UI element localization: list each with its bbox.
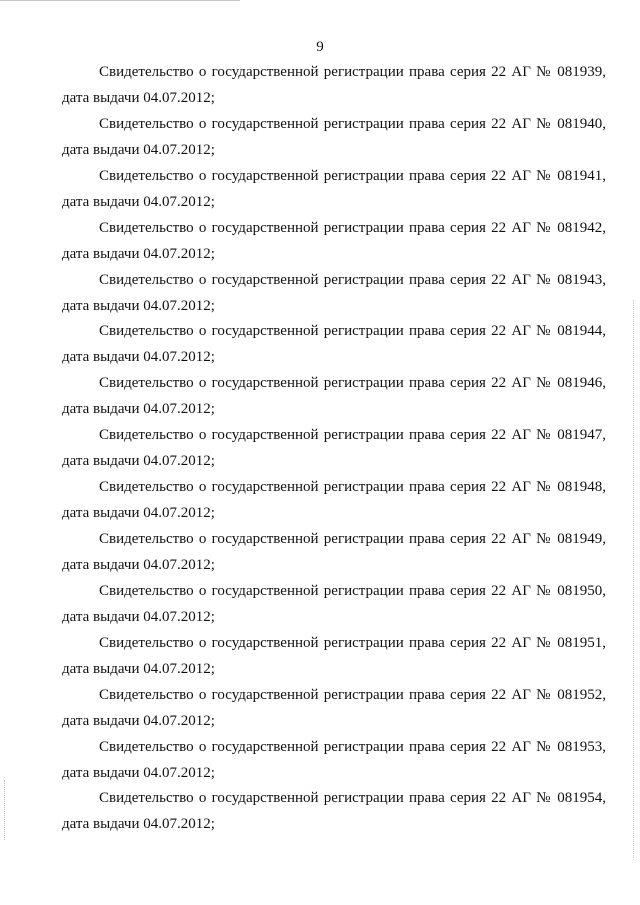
certificate-entry xyxy=(0,166,640,218)
issue-date: дата выдачи 04.07.2012; xyxy=(62,764,215,781)
certificate-text: Свидетельство о государственной регистрации права серия 22 АГ № 081943, xyxy=(99,271,606,288)
certificate-text: Свидетельство о государственной регистрации права серия 22 АГ № 081946, xyxy=(99,375,606,392)
certificate-text: Свидетельство о государственной регистрации права серия 22 АГ № 081940, xyxy=(99,115,606,132)
certificate-entry xyxy=(0,685,640,737)
certificate-text: Свидетельство о государственной регистрации права серия 22 АГ № 081949, xyxy=(99,531,606,548)
issue-date: дата выдачи 04.07.2012; xyxy=(62,90,215,106)
certificate-text: Свидетельство о государственной регистрации права серия 22 АГ № 081939, xyxy=(99,64,606,80)
issue-date: дата выдачи 04.07.2012; xyxy=(62,557,215,574)
certificate-entry xyxy=(0,425,640,477)
certificate-entry xyxy=(0,62,640,114)
certificate-text: Свидетельство о государственной регистрации права серия 22 АГ № 081954, xyxy=(99,790,606,807)
certificate-text: Свидетельство о государственной регистрации права серия 22 АГ № 081941, xyxy=(99,167,606,184)
issue-date: дата выдачи 04.07.2012; xyxy=(62,401,215,418)
certificate-entry xyxy=(0,321,640,373)
issue-date: дата выдачи 04.07.2012; xyxy=(62,141,215,158)
issue-date: дата выдачи 04.07.2012; xyxy=(62,712,215,729)
certificate-text: Свидетельство о государственной регистрации права серия 22 АГ № 081951, xyxy=(99,634,606,651)
certificate-entry xyxy=(0,373,640,425)
certificate-entry xyxy=(0,114,640,166)
issue-date: дата выдачи 04.07.2012; xyxy=(62,453,215,470)
certificate-text: Свидетельство о государственной регистрации права серия 22 АГ № 081952, xyxy=(99,686,606,703)
issue-date: дата выдачи 04.07.2012; xyxy=(62,349,215,366)
certificate-text: Свидетельство о государственной регистрации права серия 22 АГ № 081944, xyxy=(99,323,606,340)
issue-date: дата выдачи 04.07.2012; xyxy=(62,816,215,833)
issue-date: дата выдачи 04.07.2012; xyxy=(62,505,215,522)
certificate-text: Свидетельство о государственной регистрации права серия 22 АГ № 081947, xyxy=(99,427,606,444)
certificate-entry xyxy=(0,218,640,270)
scan-artifact-top xyxy=(0,0,240,3)
certificate-text: Свидетельство о государственной регистрации права серия 22 АГ № 081950, xyxy=(99,582,606,599)
certificate-entry xyxy=(0,581,640,633)
certificate-text: Свидетельство о государственной регистрации права серия 22 АГ № 081948, xyxy=(99,479,606,496)
certificate-entry xyxy=(0,633,640,685)
issue-date: дата выдачи 04.07.2012; xyxy=(62,245,215,262)
certificate-text: Свидетельство о государственной регистрации права серия 22 АГ № 081942, xyxy=(99,219,606,236)
certificate-list xyxy=(0,62,640,840)
issue-date: дата выдачи 04.07.2012; xyxy=(62,660,215,677)
certificate-entry xyxy=(0,477,640,529)
issue-date: дата выдачи 04.07.2012; xyxy=(62,193,215,210)
certificate-text: Свидетельство о государственной регистрации права серия 22 АГ № 081953, xyxy=(99,738,606,755)
certificate-entry xyxy=(0,737,640,789)
page-number: 9 xyxy=(316,39,324,55)
certificate-entry xyxy=(0,788,640,840)
certificate-entry xyxy=(0,529,640,581)
certificate-entry xyxy=(0,270,640,322)
issue-date: дата выдачи 04.07.2012; xyxy=(62,297,215,314)
issue-date: дата выдачи 04.07.2012; xyxy=(62,608,215,625)
